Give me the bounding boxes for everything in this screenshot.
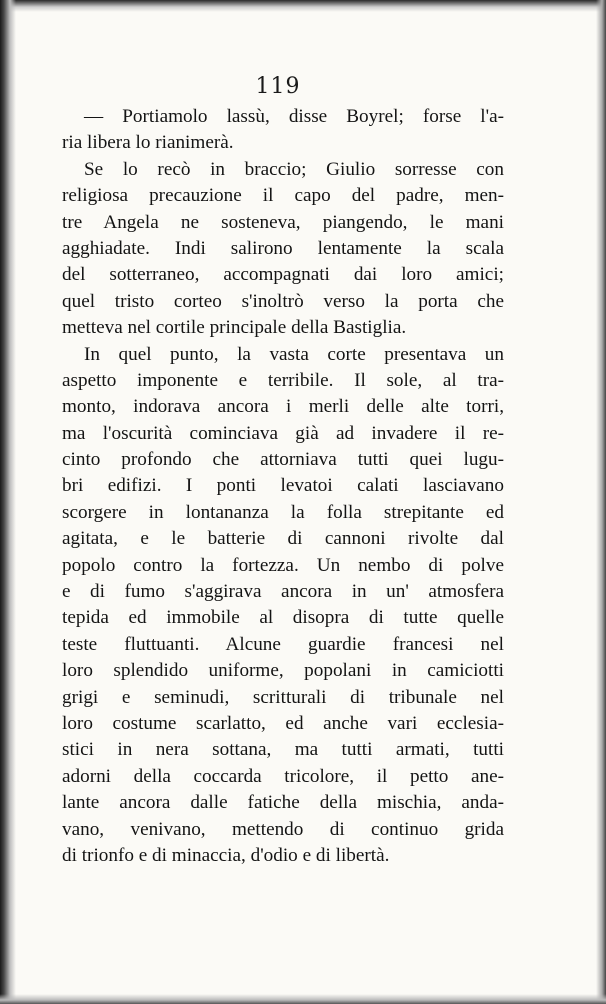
text-line: religiosa precauzione il capo del padre, men- — [62, 185, 504, 207]
text-line: teste fluttuanti. Alcune guardie francesi nel — [62, 633, 504, 655]
text-line: del sotterraneo, accompagnati dai loro amici; — [62, 264, 504, 286]
text-line: stici in nera sottana, ma tutti armati, tutti — [62, 739, 504, 761]
text-line: agghiadate. Indi salirono lentamente la scala — [62, 237, 504, 259]
text-line: Se lo recò in braccio; Giulio sorresse con — [84, 158, 504, 180]
text-line: ria libera lo rianimerà. — [62, 132, 234, 154]
scan-bottom-edge — [0, 994, 606, 1004]
text-line: — Portiamolo lassù, disse Boyrel; forse l'a- — [84, 106, 504, 127]
scan-right-edge — [596, 0, 606, 1004]
text-line: metteva nel cortile principale della Bastiglia. — [62, 317, 407, 339]
scan-left-edge — [0, 0, 16, 1004]
text-line: In quel punto, la vasta corte presentava un — [84, 343, 504, 365]
text-line: adorni della coccarda tricolore, il petto ane- — [62, 765, 504, 787]
text-line: di trionfo e di minaccia, d'odio e di libertà. — [62, 844, 390, 866]
text-line: tepida ed immobile al disopra di tutte quelle — [62, 607, 504, 629]
text-line: ma l'oscurità cominciava già ad invadere il re- — [62, 422, 504, 444]
body-text — [62, 104, 504, 869]
text-line: scorgere in lontananza la folla strepitante ed — [62, 501, 504, 523]
text-line: e di fumo s'aggirava ancora in un' atmosfera — [62, 581, 504, 603]
text-line: grigi e seminudi, scritturali di tribunale nel — [62, 686, 504, 708]
text-line: loro splendido uniforme, popolani in camiciotti — [62, 660, 504, 682]
text-line: aspetto imponente e terribile. Il sole, al tra- — [62, 369, 504, 391]
text-line: agitata, e le batterie di cannoni rivolte dal — [62, 528, 504, 550]
text-line: bri edifizi. I ponti levatoi calati lasciavano — [62, 475, 504, 497]
text-line: vano, venivano, mettendo di continuo grida — [62, 818, 504, 840]
text-line: quel tristo corteo s'inoltrò verso la porta che — [62, 290, 504, 312]
text-line: loro costume scarlatto, ed anche vari ecclesia- — [62, 712, 504, 734]
scan-top-edge — [0, 0, 606, 12]
text-line: popolo contro la fortezza. Un nembo di polve — [62, 554, 504, 576]
text-line: cinto profondo che attorniava tutti quei lugu- — [62, 449, 504, 471]
page-number: 119 — [255, 74, 301, 99]
text-line: lante ancora dalle fatiche della mischia, anda- — [62, 792, 504, 814]
text-line: tre Angela ne sosteneva, piangendo, le mani — [62, 211, 504, 233]
text-line: monto, indorava ancora i merli delle alte torri, — [62, 396, 504, 418]
